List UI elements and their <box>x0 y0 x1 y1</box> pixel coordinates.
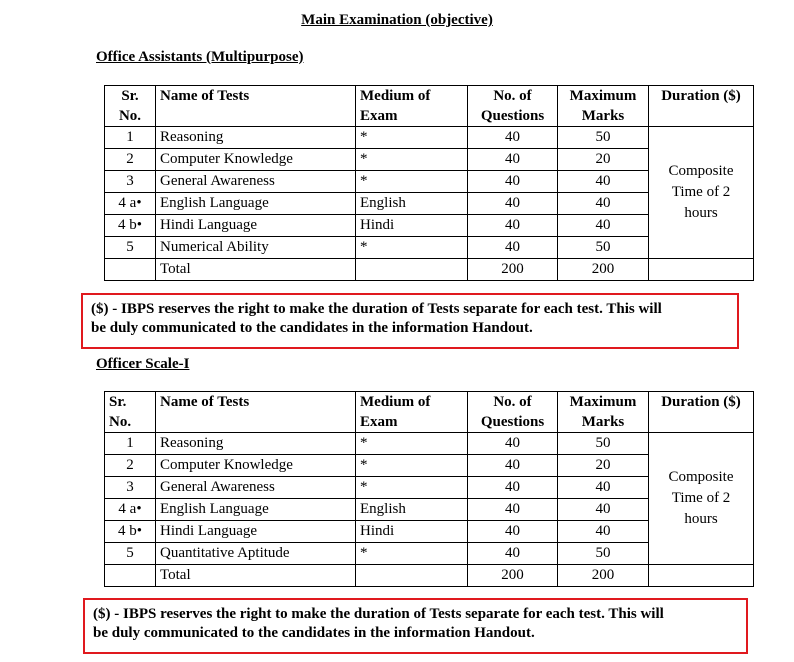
cell-empty <box>105 565 156 587</box>
cell-duration <box>649 433 754 565</box>
cell-sr: 1 <box>105 433 156 455</box>
cell-medium: * <box>356 171 468 193</box>
cell-medium: * <box>356 149 468 171</box>
cell-questions: 40 <box>468 215 558 237</box>
cell-empty <box>649 259 754 281</box>
cell-marks: 50 <box>558 237 649 259</box>
cell-name: English Language <box>156 193 356 215</box>
header-marks: Maximum <box>569 88 637 104</box>
cell-sr: 4 a• <box>105 193 156 215</box>
header-marks: Maximum <box>569 394 637 410</box>
header-duration: Duration ($) <box>649 392 754 433</box>
note-line: ($) - IBPS reserves the right to make the duration of Tests separate for each test. This will <box>91 301 662 317</box>
cell-medium: * <box>356 433 468 455</box>
section-title-officer-scale-1: Officer Scale-I <box>96 356 190 372</box>
cell-questions: 40 <box>468 127 558 149</box>
note-line: be duly communicated to the candidates in the information Handout. <box>93 625 535 641</box>
cell-sr: 4 a• <box>105 499 156 521</box>
cell-empty <box>356 565 468 587</box>
cell-name: Numerical Ability <box>156 237 356 259</box>
cell-sr: 3 <box>105 477 156 499</box>
cell-questions: 40 <box>468 237 558 259</box>
cell-questions: 40 <box>468 521 558 543</box>
header-medium: Medium of <box>360 394 431 410</box>
main-title: Main Examination (objective) <box>301 12 493 28</box>
cell-marks: 50 <box>558 543 649 565</box>
cell-name: English Language <box>156 499 356 521</box>
exam-table-officer-scale-1 <box>104 391 754 587</box>
cell-name: General Awareness <box>156 477 356 499</box>
section-title-office-assistants: Office Assistants (Multipurpose) <box>96 49 304 65</box>
duration-line: Time of 2 <box>671 184 731 200</box>
cell-questions: 40 <box>468 455 558 477</box>
cell-questions: 40 <box>468 193 558 215</box>
table-header-row <box>105 392 754 433</box>
cell-sr: 4 b• <box>105 215 156 237</box>
cell-sr: 2 <box>105 149 156 171</box>
duration-note-box <box>83 598 748 654</box>
exam-table-office-assistants <box>104 85 754 281</box>
cell-questions: 40 <box>468 499 558 521</box>
note-line: ($) - IBPS reserves the right to make the duration of Tests separate for each test. This will <box>93 606 664 622</box>
cell-name: General Awareness <box>156 171 356 193</box>
cell-sr: 5 <box>105 543 156 565</box>
cell-medium: * <box>356 477 468 499</box>
cell-medium: * <box>356 237 468 259</box>
cell-sr: 3 <box>105 171 156 193</box>
cell-total-questions: 200 <box>468 259 558 281</box>
cell-medium: English <box>356 499 468 521</box>
header-name: Name of Tests <box>156 86 356 127</box>
header-questions-2: Questions <box>480 108 545 124</box>
cell-empty <box>105 259 156 281</box>
cell-sr: 2 <box>105 455 156 477</box>
table-header-row <box>105 86 754 127</box>
cell-marks: 20 <box>558 149 649 171</box>
header-medium-2: Exam <box>360 414 398 430</box>
header-questions: No. of <box>493 88 532 104</box>
cell-empty <box>356 259 468 281</box>
cell-sr: 5 <box>105 237 156 259</box>
duration-line: hours <box>684 205 718 221</box>
cell-name: Computer Knowledge <box>156 455 356 477</box>
cell-total-label: Total <box>156 259 356 281</box>
cell-medium: Hindi <box>356 215 468 237</box>
cell-name: Reasoning <box>156 127 356 149</box>
cell-questions: 40 <box>468 149 558 171</box>
header-sr-2: No. <box>118 108 142 124</box>
cell-duration <box>649 127 754 259</box>
table-row <box>105 127 754 149</box>
cell-name: Computer Knowledge <box>156 149 356 171</box>
cell-medium: * <box>356 455 468 477</box>
cell-name: Hindi Language <box>156 215 356 237</box>
cell-marks: 40 <box>558 215 649 237</box>
cell-sr: 4 b• <box>105 521 156 543</box>
cell-medium: * <box>356 127 468 149</box>
header-name: Name of Tests <box>156 392 356 433</box>
cell-marks: 40 <box>558 477 649 499</box>
duration-note-box <box>81 293 739 349</box>
cell-medium: Hindi <box>356 521 468 543</box>
cell-medium: * <box>356 543 468 565</box>
header-sr: Sr. <box>109 394 127 410</box>
header-questions-2: Questions <box>480 414 545 430</box>
cell-medium: English <box>356 193 468 215</box>
table-row <box>105 433 754 455</box>
note-line: be duly communicated to the candidates in the information Handout. <box>91 320 533 336</box>
cell-total-marks: 200 <box>558 565 649 587</box>
cell-name: Reasoning <box>156 433 356 455</box>
duration-line: Composite <box>668 469 734 485</box>
cell-total-label: Total <box>156 565 356 587</box>
header-duration: Duration ($) <box>649 86 754 127</box>
header-marks-2: Marks <box>581 414 625 430</box>
header-questions: No. of <box>493 394 532 410</box>
duration-line: Composite <box>668 163 734 179</box>
cell-empty <box>649 565 754 587</box>
cell-marks: 40 <box>558 193 649 215</box>
table-total-row <box>105 259 754 281</box>
cell-name: Quantitative Aptitude <box>156 543 356 565</box>
cell-total-marks: 200 <box>558 259 649 281</box>
cell-questions: 40 <box>468 433 558 455</box>
header-medium-2: Exam <box>360 108 398 124</box>
table-total-row <box>105 565 754 587</box>
duration-line: Time of 2 <box>671 490 731 506</box>
cell-marks: 40 <box>558 499 649 521</box>
cell-name: Hindi Language <box>156 521 356 543</box>
cell-marks: 20 <box>558 455 649 477</box>
cell-sr: 1 <box>105 127 156 149</box>
cell-questions: 40 <box>468 543 558 565</box>
cell-total-questions: 200 <box>468 565 558 587</box>
cell-marks: 40 <box>558 171 649 193</box>
header-sr-2: No. <box>109 414 132 430</box>
cell-marks: 50 <box>558 433 649 455</box>
cell-marks: 50 <box>558 127 649 149</box>
header-marks-2: Marks <box>581 108 625 124</box>
header-medium: Medium of <box>360 88 431 104</box>
cell-marks: 40 <box>558 521 649 543</box>
header-sr: Sr. <box>121 88 139 104</box>
cell-questions: 40 <box>468 477 558 499</box>
cell-questions: 40 <box>468 171 558 193</box>
duration-line: hours <box>684 511 718 527</box>
